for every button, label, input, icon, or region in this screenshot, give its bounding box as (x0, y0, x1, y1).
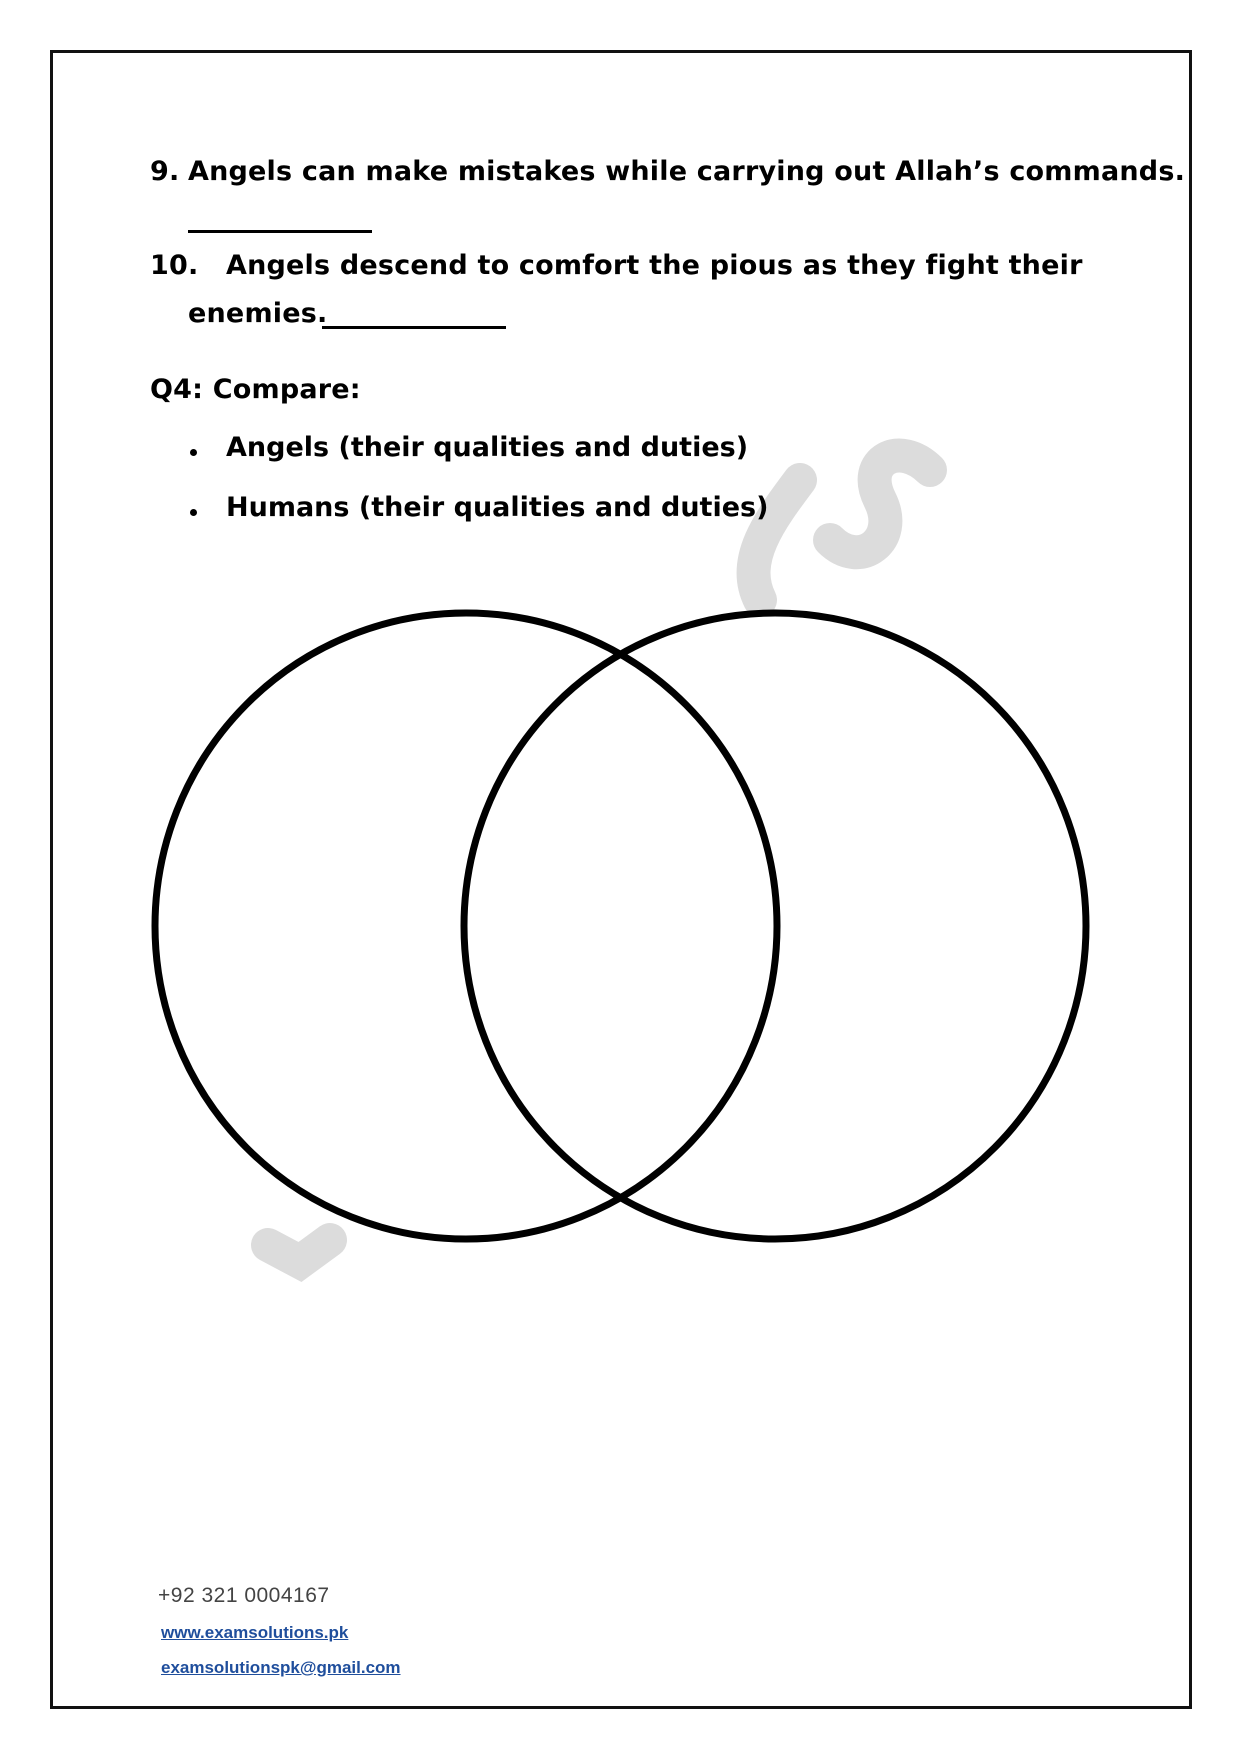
footer-email-link[interactable]: examsolutionspk@gmail.com (161, 1658, 401, 1677)
question-9-number: 9. (150, 156, 180, 187)
compare-bullet-humans-text: Humans (their qualities and duties) (226, 492, 769, 523)
compare-bullet-angels-text: Angels (their qualities and duties) (226, 432, 749, 463)
footer-website-link[interactable]: www.examsolutions.pk (161, 1623, 349, 1642)
question-10-text: Angels descend to comfort the pious as they fight their (226, 250, 1083, 281)
question-9-text: Angels can make mistakes while carrying out Allah’s commands. (188, 156, 1186, 187)
question-10-number: 10. (150, 250, 199, 281)
q4-heading: Q4: Compare: (150, 374, 361, 405)
question-10-continuation: enemies. (188, 298, 328, 329)
footer-phone: +92 321 0004167 (158, 1584, 330, 1607)
